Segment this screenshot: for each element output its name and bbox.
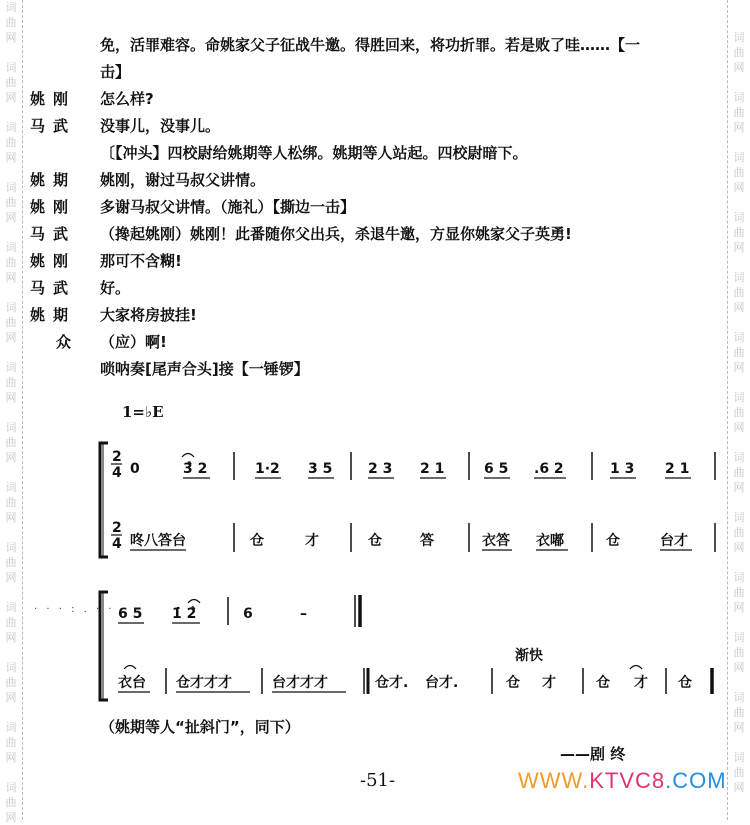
percussion-syllable: 仓	[368, 533, 382, 549]
percussion-syllable: 才	[634, 675, 648, 691]
page-number: -51-	[360, 770, 396, 791]
watermark-text: 词曲网	[5, 241, 17, 284]
key-signature: 1=♭E	[122, 403, 164, 421]
melody-note: .6 2	[534, 461, 564, 477]
percussion-syllable: 仓	[250, 533, 264, 549]
tempo-mark: 渐快	[515, 648, 543, 664]
line-text: 击】	[100, 63, 131, 81]
percussion-syllable: 仓	[596, 675, 610, 691]
percussion-syllable: 仓	[678, 675, 692, 691]
speaker-name: 姚刚	[30, 90, 77, 108]
percussion-syllable: 台才才才	[272, 675, 328, 691]
speaker-name: 姚刚	[30, 198, 77, 216]
script-line	[30, 115, 720, 137]
line-text: 那可不含糊!	[100, 252, 182, 270]
percussion-syllable: 衣嘟	[536, 533, 564, 549]
script-line	[30, 34, 720, 56]
end-mark: ——剧 终	[560, 745, 626, 763]
watermark-text: 词曲网	[733, 331, 745, 374]
watermark-text: 词曲网	[733, 91, 745, 134]
melody-note: 3 5	[308, 461, 333, 477]
ink-speckles: · · · : . · ·	[34, 604, 115, 615]
script-line	[30, 304, 720, 326]
percussion-syllable: 才	[542, 675, 556, 691]
percussion-syllable: 台才.	[425, 675, 459, 691]
melody-note: 6 5	[118, 606, 143, 622]
percussion-syllable: 答	[420, 533, 434, 549]
line-text: 唢呐奏[尾声合头]接【一锤锣】	[100, 360, 309, 378]
watermark-text: 词曲网	[5, 781, 17, 824]
right-margin-watermark	[727, 0, 750, 820]
line-text: 大家将房披挂!	[100, 306, 197, 324]
stage-direction	[30, 358, 720, 380]
system-bracket	[100, 443, 108, 557]
line-text: （应）啊!	[100, 333, 167, 351]
speaker-name: 姚刚	[30, 252, 77, 270]
melody-note: 6	[243, 606, 253, 622]
speaker-name: 姚期	[30, 171, 77, 189]
left-margin-watermark	[0, 0, 23, 824]
line-text: 怎么样?	[100, 90, 154, 108]
script-line	[30, 277, 720, 299]
percussion-syllable: 才	[305, 533, 319, 549]
speaker-name: 众	[56, 333, 80, 351]
percussion-syllable: 咚八答台	[130, 533, 186, 549]
script-line	[30, 196, 720, 218]
watermark-text: 词曲网	[5, 1, 17, 44]
watermark-text: 词曲网	[5, 421, 17, 464]
line-text: 免，活罪难容。命姚家父子征战牛邀。得胜回来，将功折罪。若是败了哇……【一	[100, 36, 641, 54]
watermark-text: 词曲网	[733, 691, 745, 734]
watermark-text: 词曲网	[5, 61, 17, 104]
melody-note: 1·2	[255, 461, 280, 477]
speaker-name: 马武	[30, 225, 77, 243]
melody-note: 0	[130, 461, 140, 477]
percussion-syllable: 仓才才才	[176, 675, 232, 691]
time-sig-bottom: 4	[112, 465, 122, 481]
watermark-text: 词曲网	[5, 541, 17, 584]
melody-note: 2 1	[665, 461, 690, 477]
melody-note: –	[300, 606, 307, 622]
site-watermark-logo	[518, 768, 727, 794]
speaker-name: 马武	[30, 279, 77, 297]
watermark-text: 词曲网	[5, 181, 17, 224]
watermark-text: 词曲网	[5, 361, 17, 404]
site-part: .COM	[665, 768, 727, 793]
watermark-text: 词曲网	[733, 271, 745, 314]
watermark-text: 词曲网	[5, 481, 17, 524]
melody-note: 1̇ 2̂	[172, 606, 197, 622]
speaker-name: 马武	[30, 117, 77, 135]
watermark-text: 词曲网	[733, 31, 745, 74]
melody-note: 2 3	[368, 461, 393, 477]
melody-note: 1 3	[610, 461, 635, 477]
script-line	[30, 88, 720, 110]
script-line	[30, 331, 720, 353]
percussion-syllable: 仓	[506, 675, 520, 691]
speaker-name: 姚期	[30, 306, 77, 324]
script-line	[30, 169, 720, 191]
watermark-text: 词曲网	[5, 121, 17, 164]
time-sig-bottom: 4	[112, 536, 122, 552]
script-line	[30, 61, 720, 83]
site-part: KTVC8	[589, 768, 666, 793]
line-text: 好。	[100, 279, 131, 297]
stage-direction	[30, 142, 720, 164]
watermark-text: 词曲网	[733, 451, 745, 494]
watermark-text: 词曲网	[733, 511, 745, 554]
percussion-syllable: 衣台	[118, 675, 146, 691]
line-text: （搀起姚刚）姚刚！此番随你父出兵，杀退牛邀，方显你姚家父子英勇!	[100, 225, 572, 243]
watermark-text: 词曲网	[733, 571, 745, 614]
line-text: 多谢马叔父讲情。（施礼）【撕边一击】	[100, 198, 356, 216]
watermark-text: 词曲网	[733, 631, 745, 674]
percussion-syllable: 仓才.	[375, 675, 409, 691]
watermark-text: 词曲网	[733, 151, 745, 194]
percussion-syllable: 衣答	[482, 533, 510, 549]
watermark-text: 词曲网	[733, 211, 745, 254]
line-text: 〔【冲头】四校尉给姚期等人松绑。姚期等人站起。四校尉暗下。	[100, 144, 528, 162]
percussion-syllable: 仓	[606, 533, 620, 549]
percussion-syllable: 台才	[660, 533, 688, 549]
watermark-text: 词曲网	[733, 391, 745, 434]
melody-note: 2 1	[420, 461, 445, 477]
script-line	[30, 250, 720, 272]
watermark-text: 词曲网	[5, 721, 17, 764]
watermark-text: 词曲网	[733, 751, 745, 794]
stage-direction-footer: （姚期等人“扯斜门”，同下）	[100, 718, 300, 736]
script-line	[30, 223, 720, 245]
melody-note: 3̂ 2	[183, 461, 208, 477]
line-text: 姚刚，谢过马叔父讲情。	[100, 171, 266, 189]
watermark-text: 词曲网	[5, 301, 17, 344]
watermark-text: 词曲网	[5, 661, 17, 704]
melody-note: 6 5	[484, 461, 509, 477]
watermark-text: 词曲网	[5, 601, 17, 644]
time-sig-top: 2	[112, 449, 122, 465]
site-part: WWW.	[518, 768, 590, 793]
time-sig-top: 2	[112, 520, 122, 536]
line-text: 没事儿，没事儿。	[100, 117, 221, 135]
